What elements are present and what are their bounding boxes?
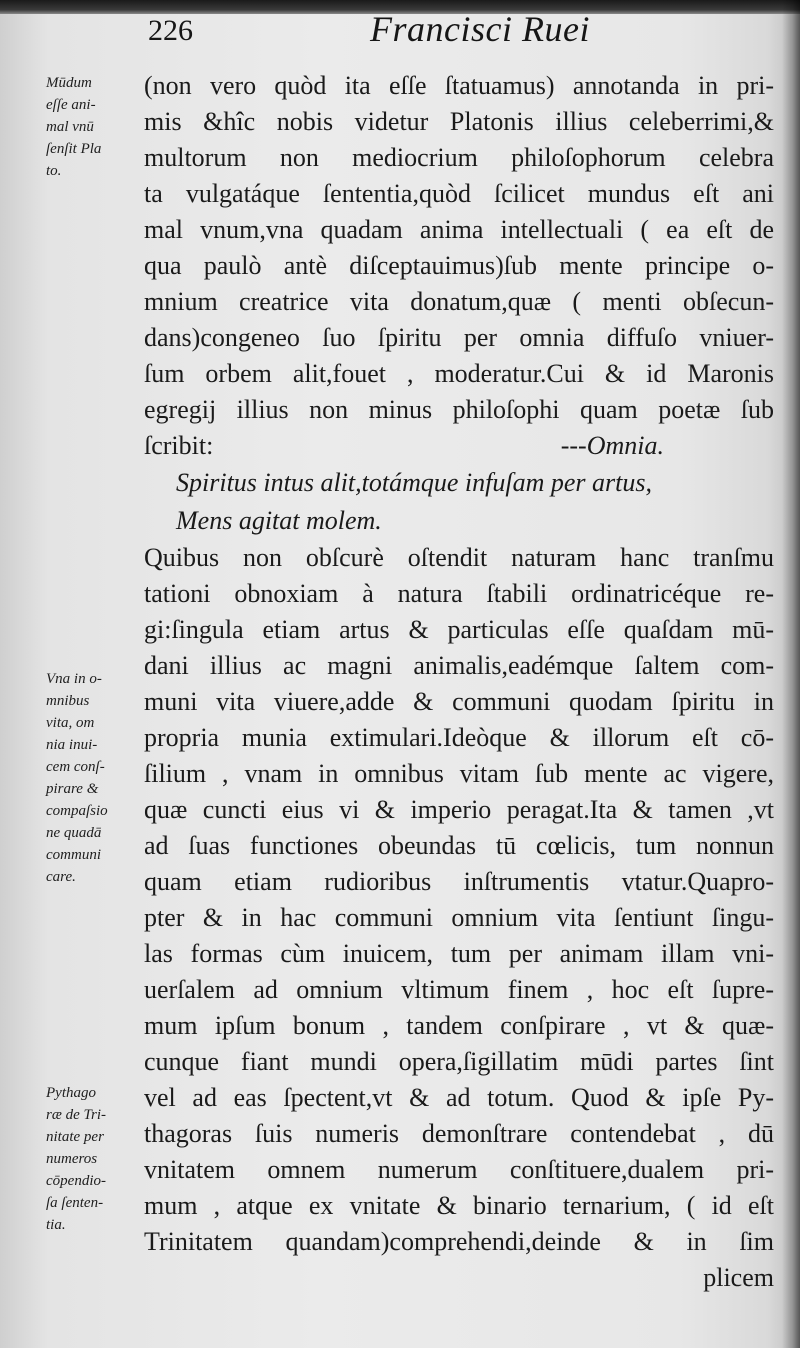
text-line: las formas cùm inuicem, tum per animam illam vni- [144,939,774,968]
marginal-line: Mūdum [46,75,92,91]
marginal-line: numeros [46,1151,98,1167]
text-line: ſcribit: [144,431,214,460]
marginal-line: nia inui- [46,737,98,753]
marginal-line: communi [46,847,101,863]
marginal-line: cem conſ- [46,759,105,775]
text-line-with-quote [144,428,774,464]
text-line: tationi obnoxiam à natura ſtabili ordinatricéque re- [144,579,774,608]
running-head: Francisci Ruei [370,9,590,49]
text-line: mnium creatrice vita donatum,quæ ( menti obſecun- [144,287,774,316]
text-line: mum ipſum bonum , tandem conſpirare , vt & quæ- [144,1011,774,1040]
marginal-line: compaſsio [46,803,108,819]
text-line: Quibus non obſcurè oſtendit naturam hanc tranſmu [144,543,774,572]
text-line: mal vnum,vna quadam anima intellectuali ( ea eſt de [144,215,774,244]
catchword: plicem [703,1263,774,1292]
marginal-note-2 [46,668,138,888]
page-number: 226 [148,14,193,47]
marginal-line: Vna in o- [46,671,102,687]
marginal-line: nitate per [46,1129,104,1145]
text-line: multorum non mediocrium philoſophorum celebra [144,143,774,172]
text-line: dans)congeneo ſuo ſpiritu per omnia diffuſo vniuer- [144,323,774,352]
text-line: ſum orbem alit,fouet , moderatur.Cui & id Maronis [144,359,774,388]
text-line: egregij illius non minus philoſophi quam poetæ ſub [144,395,774,424]
text-line: pter & in hac communi omnium vita ſentiunt ſingu- [144,903,774,932]
text-line: quam etiam rudioribus inſtrumentis vtatur.Quapro- [144,867,774,896]
text-line: propria munia extimulari.Ideòque & illorum eſt cō- [144,723,774,752]
marginal-line: Pythago [46,1085,96,1101]
marginal-line: to. [46,163,62,179]
marginal-line: ſa ſenten- [46,1195,104,1211]
text-line: (non vero quòd ita eſſe ſtatuamus) annotanda in pri- [144,71,774,100]
marginal-note-3 [46,1082,138,1236]
verse-line: Mens agitat molem. [176,506,382,535]
text-line: ſilium , vnam in omnibus vitam ſub mente ac vigere, [144,759,774,788]
marginal-line: care. [46,869,76,885]
page-gutter-shadow [782,0,800,1348]
marginal-line: eſſe ani- [46,97,96,113]
text-line: qua paulò antè diſceptauimus)ſub mente principe o- [144,251,774,280]
text-line: thagoras ſuis numeris demonſtrare contendebat , dū [144,1119,774,1148]
text-line: quæ cuncti eius vi & imperio peragat.Ita & tamen ,vt [144,795,774,824]
marginal-line: vita, om [46,715,95,731]
marginal-line: cōpendio- [46,1173,106,1189]
text-line: mis &hîc nobis videtur Platonis illius celeberrimi,& [144,107,774,136]
text-line: vnitatem omnem numerum conſtituere,dualem pri- [144,1155,774,1184]
marginal-line: mnibus [46,693,90,709]
text-line: Trinitatem quandam)comprehendi,deinde & in ſim [144,1227,774,1256]
text-line: ad ſuas functiones obeundas tū cœlicis, tum nonnun [144,831,774,860]
marginal-line: ne quadā [46,825,102,841]
text-line: gi:ſingula etiam artus & particulas eſſe quaſdam mū- [144,615,774,644]
verse-line: Spiritus intus alit,totámque infuſam per artus, [176,468,652,497]
text-line: ta vulgatáque ſententia,quòd ſcilicet mundus eſt ani [144,179,774,208]
text-line: mum , atque ex vnitate & binario ternarium, ( id eſt [144,1191,774,1220]
text-line: vel ad eas ſpectent,vt & ad totum. Quod & ipſe Py- [144,1083,774,1112]
marginal-line: ſenſit Pla [46,141,102,157]
text-line: uerſalem ad omnium vltimum finem , hoc eſt ſupre- [144,975,774,1004]
marginal-line: mal vnū [46,119,94,135]
marginal-line: ræ de Tri- [46,1107,107,1123]
text-line: muni vita viuere,adde & communi quodam ſpiritu in [144,687,774,716]
main-text [144,68,774,1296]
marginal-line: tia. [46,1217,66,1233]
quote-intro: ---Omnia. [560,431,664,460]
text-line: dani illius ac magni animalis,eadémque ſaltem com- [144,651,774,680]
marginal-note-1 [46,72,138,182]
marginal-line: pirare & [46,781,99,797]
text-line: cunque fiant mundi opera,ſigillatim mūdi partes ſint [144,1047,774,1076]
